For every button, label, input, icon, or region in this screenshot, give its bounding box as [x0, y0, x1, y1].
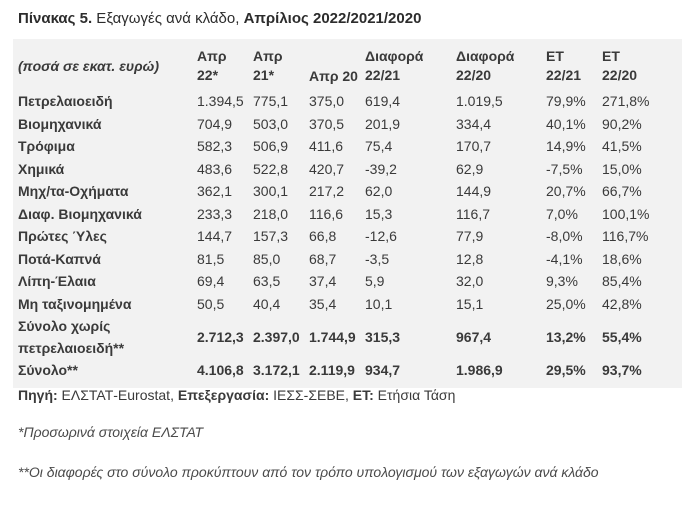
table-cell: -7,5% — [546, 160, 583, 177]
title-text: Εξαγωγές ανά κλάδο, — [92, 10, 244, 27]
table-cell: 170,7 — [456, 138, 492, 155]
table-cell: 25,0% — [546, 295, 586, 312]
table-cell: 144,9 — [456, 183, 492, 200]
row-label: Χημικά — [18, 160, 65, 177]
table-cell: 300,1 — [253, 183, 289, 200]
table-cell: 506,9 — [253, 138, 289, 155]
table-cell: 66,8 — [309, 228, 337, 245]
table-cell: -39,2 — [365, 160, 397, 177]
table-row — [18, 90, 672, 113]
table-cell: 15,0% — [602, 160, 642, 177]
table-cell: 85,0 — [253, 250, 281, 267]
table-cell: 75,4 — [365, 138, 393, 155]
table-cell: 2.712,3 — [197, 329, 244, 345]
table-cell: 144,7 — [197, 228, 233, 245]
table-cell: 5,9 — [365, 273, 385, 290]
table-cell: 375,0 — [309, 93, 345, 110]
table-cell: 66,7% — [602, 183, 642, 200]
table-cell: 90,2% — [602, 115, 642, 132]
provisional-note: *Προσωρινά στοιχεία ΕΛΣΤΑΤ — [18, 424, 204, 440]
table-cell: 503,0 — [253, 115, 289, 132]
table-cell: 40,1% — [546, 115, 586, 132]
exports-table — [18, 42, 672, 382]
table-row — [18, 293, 672, 316]
table-cell: 217,2 — [309, 183, 345, 200]
table-cell: 62,0 — [365, 183, 393, 200]
table-cell: 157,3 — [253, 228, 289, 245]
et-label: ΕΤ: — [352, 387, 374, 403]
table-row — [18, 203, 672, 226]
col-header: ΕΤ 22/20 — [602, 48, 638, 83]
table-cell: 15,1 — [456, 295, 484, 312]
source-text: ΕΛΣΤΑΤ-Eurostat, — [57, 387, 178, 403]
table-cell: 1.744,9 — [309, 329, 356, 345]
table-cell: 116,7 — [456, 205, 490, 222]
table-cell: 18,6% — [602, 250, 642, 267]
processing-label: Επεξεργασία: — [177, 387, 270, 403]
table-title — [18, 10, 421, 27]
table-cell: 362,1 — [197, 183, 233, 200]
table-cell: 62,9 — [456, 160, 484, 177]
row-label: Πρώτες Ύλες — [18, 228, 107, 245]
row-label: Σύνολο** — [18, 362, 78, 379]
table-row — [18, 158, 672, 181]
table-cell: 50,5 — [197, 295, 225, 312]
table-cell: -4,1% — [546, 250, 583, 267]
row-label: Σύνολο χωρίς πετρελαιοειδή** — [18, 318, 125, 356]
table-cell: 2.397,0 — [253, 329, 300, 345]
table-cell: 79,9% — [546, 93, 586, 110]
table-cell: 12,8 — [456, 250, 484, 267]
processing-text: ΙΕΣΣ-ΣΕΒΕ, — [269, 387, 353, 403]
table-row — [18, 180, 672, 203]
row-label: Λίπη-Έλαια — [18, 273, 96, 290]
col-header: Απρ 20 — [309, 68, 358, 84]
table-cell: 4.106,8 — [197, 362, 244, 379]
table-cell: 934,7 — [365, 362, 401, 379]
table-cell: 483,6 — [197, 160, 233, 177]
table-cell: 522,8 — [253, 160, 289, 177]
table-cell: 100,1% — [602, 205, 650, 222]
table-cell: 29,5% — [546, 362, 586, 379]
table-cell: 37,4 — [309, 273, 337, 290]
table-cell: 85,4% — [602, 273, 642, 290]
table-row — [18, 135, 672, 158]
table-cell: 40,4 — [253, 295, 281, 312]
row-label: Μηχ/τα-Οχήματα — [18, 183, 129, 200]
source-line — [18, 387, 455, 403]
row-label: Πετρελαιοειδή — [18, 93, 113, 110]
table-cell: 10,1 — [365, 295, 393, 312]
table-cell: 420,7 — [309, 160, 345, 177]
title-period: Απρίλιος 2022/2021/2020 — [243, 10, 422, 27]
table-cell: 1.986,9 — [456, 362, 503, 379]
table-cell: 582,3 — [197, 138, 233, 155]
table-cell: 775,1 — [253, 93, 289, 110]
source-label: Πηγή: — [18, 387, 58, 403]
table-cell: 13,2% — [546, 329, 586, 345]
table-cell: 1.019,5 — [456, 93, 503, 110]
col-header: ΕΤ 22/21 — [546, 48, 582, 83]
table-cell: 1.394,5 — [197, 93, 244, 110]
table-cell: -8,0% — [546, 228, 583, 245]
table-cell: 32,0 — [456, 273, 484, 290]
table-cell: 411,6 — [309, 138, 343, 155]
row-label: Μη ταξινομημένα — [18, 295, 132, 312]
table-cell: 9,3% — [546, 273, 578, 290]
row-label: Τρόφιμα — [18, 138, 75, 155]
header-row — [18, 42, 672, 90]
table-cell: 116,7% — [602, 228, 649, 245]
table-cell: 619,4 — [365, 93, 401, 110]
table-cell: 35,4 — [309, 295, 337, 312]
table-cell: 218,0 — [253, 205, 289, 222]
table-cell: 63,5 — [253, 273, 281, 290]
table-cell: 41,5% — [602, 138, 642, 155]
table-row — [18, 225, 672, 248]
row-label: Ποτά-Καπνά — [18, 250, 101, 267]
table-cell: 93,7% — [602, 362, 642, 379]
table-row — [18, 113, 672, 136]
row-label: Διαφ. Βιομηχανικά — [18, 205, 142, 222]
table-row — [18, 270, 672, 293]
table-cell: 42,8% — [602, 295, 642, 312]
table-cell: 201,9 — [365, 115, 401, 132]
table-cell: 3.172,1 — [253, 362, 300, 379]
table-cell: 370,5 — [309, 115, 345, 132]
table-cell: 116,6 — [309, 205, 343, 222]
table-cell: 2.119,9 — [309, 362, 355, 379]
et-text: Ετήσια Τάση — [373, 387, 456, 403]
table-cell: 315,3 — [365, 329, 401, 345]
table-cell: 334,4 — [456, 115, 492, 132]
table-cell: 15,3 — [365, 205, 393, 222]
col-header: Απρ 21* — [253, 48, 283, 83]
table-row — [18, 315, 672, 359]
table-cell: 967,4 — [456, 329, 492, 345]
table-cell: 69,4 — [197, 273, 225, 290]
table-cell: 77,9 — [456, 228, 484, 245]
table-cell: 20,7% — [546, 183, 586, 200]
table-cell: 7,0% — [546, 205, 578, 222]
col-header: Διαφορά 22/20 — [456, 48, 515, 83]
table-cell: 81,5 — [197, 250, 225, 267]
col-header: Απρ 22* — [197, 48, 227, 83]
table-row — [18, 359, 672, 382]
table-row — [18, 248, 672, 271]
table-cell: 704,9 — [197, 115, 233, 132]
totals-note: **Οι διαφορές στο σύνολο προκύπτουν από τον τρόπο υπολογισμού των εξαγωγών ανά κλάδο — [18, 464, 599, 480]
col-header: Διαφορά 22/21 — [365, 48, 424, 83]
table-number: Πίνακας 5. — [18, 10, 93, 27]
table-cell: -3,5 — [365, 250, 390, 267]
table-cell: 271,8% — [602, 93, 650, 110]
table-cell: 55,4% — [602, 329, 642, 345]
row-label: Βιομηχανικά — [18, 115, 102, 132]
table-cell: 233,3 — [197, 205, 233, 222]
table-cell: 68,7 — [309, 250, 337, 267]
units-label: (ποσά σε εκατ. ευρώ) — [18, 57, 159, 74]
table-cell: 14,9% — [546, 138, 586, 155]
table-cell: -12,6 — [365, 228, 397, 245]
